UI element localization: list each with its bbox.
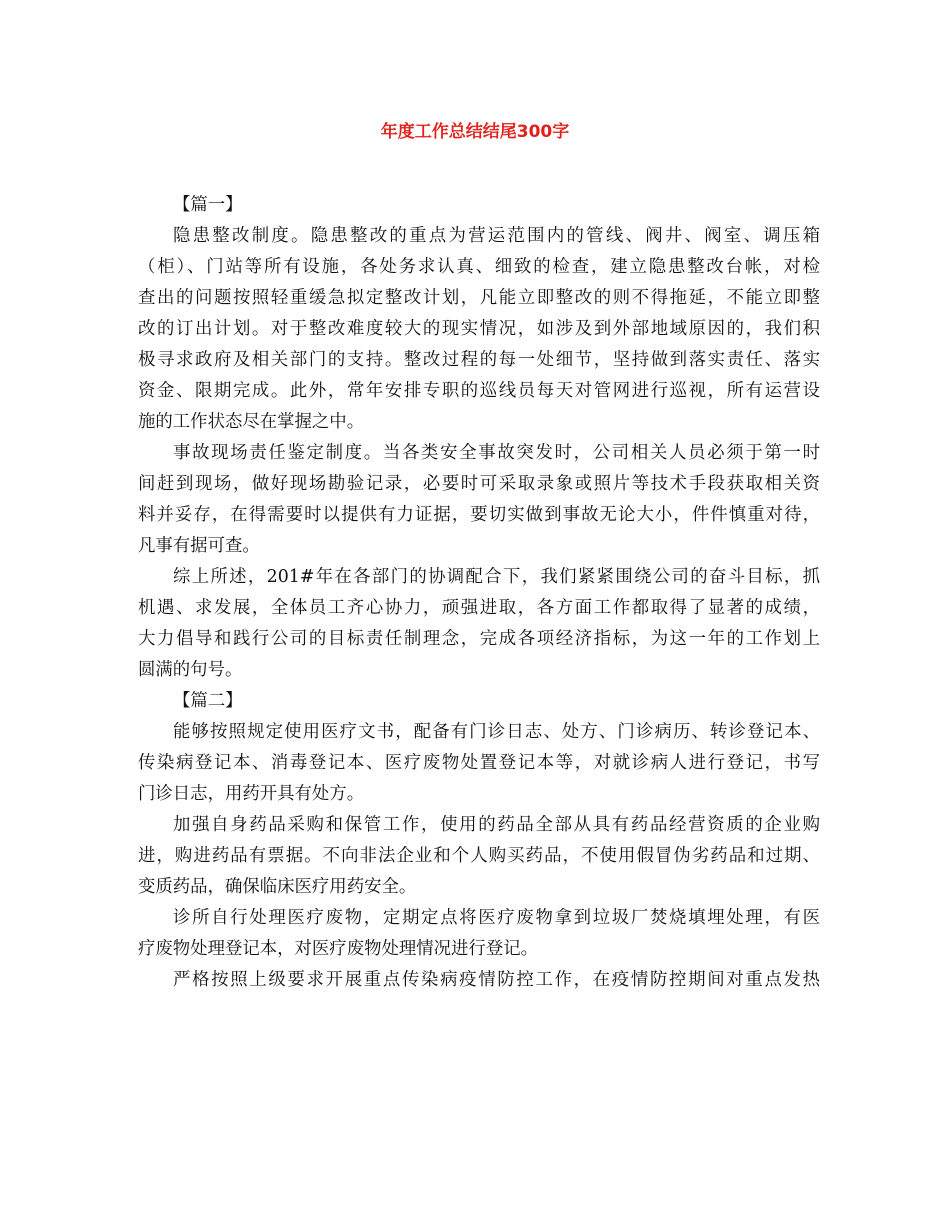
- section-heading: 【篇二】: [173, 691, 243, 711]
- text-line: 疗废物处理登记本，对医疗废物处理情况进行登记。: [138, 939, 538, 959]
- text-line: 事故现场责任鉴定制度。当各类安全事故突发时，公司相关人员必须于第一时: [173, 443, 820, 463]
- text-line: 改的订出计划。对于整改难度较大的现实情况，如涉及到外部地域原因的，我们积: [138, 319, 820, 339]
- text-line: 综上所述，201#年在各部门的协调配合下，我们紧紧围绕公司的奋斗目标，抓: [173, 567, 820, 587]
- text-line: 间赶到现场，做好现场勘验记录，必要时可采取录象或照片等技术手段获取相关资: [138, 474, 820, 494]
- text-line: 大力倡导和践行公司的目标责任制理念，完成各项经济指标，为这一年的工作划上: [138, 629, 820, 649]
- text-line: 施的工作状态尽在掌握之中。: [138, 412, 365, 432]
- document-body: [138, 190, 820, 996]
- text-line: 圆满的句号。: [138, 660, 243, 680]
- text-line: 传染病登记本、消毒登记本、医疗废物处置登记本等，对就诊病人进行登记，书写: [138, 753, 820, 773]
- text-line: 能够按照规定使用医疗文书，配备有门诊日志、处方、门诊病历、转诊登记本、: [173, 722, 820, 742]
- text-line: 查出的问题按照轻重缓急拟定整改计划，凡能立即整改的则不得拖延，不能立即整: [138, 288, 820, 308]
- paragraph: [138, 562, 820, 686]
- text-line: 严格按照上级要求开展重点传染病疫情防控工作，在疫情防控期间对重点发热: [173, 970, 820, 990]
- document-title: 年度工作总结结尾300字: [380, 122, 570, 142]
- text-line: 凡事有据可查。: [138, 536, 260, 556]
- paragraph: [138, 903, 820, 965]
- paragraph: [138, 810, 820, 903]
- section-heading: 【篇一】: [173, 195, 243, 215]
- paragraph: [138, 717, 820, 810]
- text-line: 资金、限期完成。此外，常年安排专职的巡线员每天对管网进行巡视，所有运营设: [138, 381, 820, 401]
- text-line: 变质药品，确保临床医疗用药安全。: [138, 877, 417, 897]
- paragraph: [138, 965, 820, 996]
- text-line: 门诊日志，用药开具有处方。: [138, 784, 365, 804]
- paragraph: [138, 438, 820, 562]
- text-line: 加强自身药品采购和保管工作，使用的药品全部从具有药品经营资质的企业购: [173, 815, 820, 835]
- text-line: 料并妥存，在得需要时以提供有力证据，要切实做到事故无论大小，件件慎重对待，: [138, 505, 820, 525]
- text-line: 诊所自行处理医疗废物，定期定点将医疗废物拿到垃圾厂焚烧填埋处理，有医: [173, 908, 820, 928]
- text-line: 进，购进药品有票据。不向非法企业和个人购买药品，不使用假冒伪劣药品和过期、: [138, 846, 820, 866]
- paragraph: [138, 221, 820, 438]
- text-line: 极寻求政府及相关部门的支持。整改过程的每一处细节，坚持做到落实责任、落实: [138, 350, 820, 370]
- text-line: （柜）、门站等所有设施，各处务求认真、细致的检查，建立隐患整改台帐，对检: [138, 257, 820, 277]
- text-line: 机遇、求发展，全体员工齐心协力，顽强进取，各方面工作都取得了显著的成绩，: [138, 598, 820, 618]
- text-line: 隐患整改制度。隐患整改的重点为营运范围内的管线、阀井、阀室、调压箱: [173, 226, 820, 246]
